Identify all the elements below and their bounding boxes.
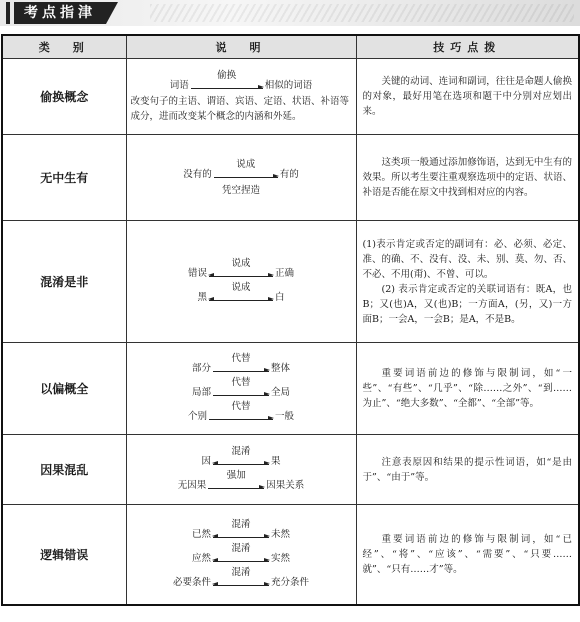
summary-table [1,34,580,606]
arrow-left-term: 没有的 [183,168,212,180]
arrow-right-term: 果 [271,456,281,467]
column-header-category: 类 别 [2,35,126,59]
arrow-left-term: 部分 [191,363,211,374]
arrow-relation [131,282,352,305]
arrow-label: 代替 [231,377,251,388]
arrow-right-term: 正确 [275,268,295,279]
right-arrow-icon [208,482,264,489]
column-header-tips: 技巧点拨 [356,35,579,59]
tip-cell [356,59,579,135]
arrow-label: 说成 [236,158,256,170]
arrow-relation [131,519,352,542]
arrow-left-term: 已然 [191,528,211,540]
column-header-explanation: 说 明 [126,35,356,59]
arrow-label: 混淆 [231,566,251,578]
arrow-left-term: 错误 [187,268,207,279]
arrow-left-term: 必要条件 [172,576,211,588]
right-arrow-icon [191,82,263,89]
category-cell: 偷换概念 [2,59,126,135]
tip-paragraph: 这类项一般通过添加修饰语，达到无中生有的效果。所以考生要注重观察选项中的定语、状语、补语是否能在原文中找到相对应的内容。 [362,157,572,198]
explanation-cell [126,135,356,221]
double-arrow-icon [213,555,269,562]
explanation-cell [126,221,356,343]
table-row [2,135,579,221]
category-cell: 因果混乱 [2,435,126,505]
tip-cell [356,343,579,435]
table-row [2,435,579,505]
arrow-relation [131,353,352,376]
table-row [2,505,579,605]
explanation-cell [126,59,356,135]
category-cell: 以偏概全 [2,343,126,435]
section-title: 考点指津 [14,2,106,24]
table-row [2,59,579,135]
arrow-left-term: 应然 [191,552,211,564]
arrow-label: 强加 [226,470,246,481]
tip-cell [356,135,579,221]
tip-paragraph: 关键的动词、连词和副词，往往是命题人偷换的对象，最好用笔在选项和题干中分别对应划出来。 [362,76,572,117]
arrow-right-term: 一般 [275,411,295,422]
arrow-right-term: 实然 [271,552,291,564]
arrow-right-term: 白 [275,292,285,303]
table-row [2,343,579,435]
arrow-right-term: 因果关系 [266,480,305,491]
explanation-text: 改变句子的主语、谓语、宾语、定语、状语、补语等成分，进而改变某个概念的内涵和外延。 [130,96,350,122]
arrow-relation [131,258,352,281]
tip-cell [356,435,579,505]
table-row [2,221,579,343]
double-arrow-icon [213,579,269,586]
arrow-relation [131,401,352,424]
tip-paragraph: 注意表原因和结果的提示性词语，如“是由于”、“由于”等。 [362,456,572,483]
arrow-left-term: 黑 [197,292,207,303]
arrow-right-term: 未然 [271,528,291,540]
right-arrow-icon [213,365,269,372]
arrow-label: 偷换 [217,70,237,81]
arrow-relation [131,377,352,400]
arrow-left-term: 因 [201,456,211,467]
arrow-left-term: 词语 [169,80,189,91]
arrow-relation [131,470,352,493]
section-header [0,0,580,26]
tip-cell [356,221,579,343]
tip-cell [356,505,579,605]
explanation-text: 凭空捏造 [221,184,260,196]
arrow-label: 代替 [231,401,251,412]
arrow-left-term: 个别 [187,411,207,422]
arrow-right-term: 充分条件 [271,576,310,588]
tip-paragraph: (2) 表示肯定或否定的关联词语有：既A，也B；又(也)A，又(也)B；一方面A，(另，又)一方面B；一会A，一会B；是A，不是B。 [362,283,572,325]
arrow-label: 说成 [231,282,251,293]
right-arrow-icon [214,171,278,178]
category-cell: 无中生有 [2,135,126,221]
table-header-row [2,35,579,59]
explanation-cell [126,435,356,505]
right-arrow-icon [213,389,269,396]
arrow-right-term: 有的 [279,168,299,180]
arrow-left-term: 无因果 [177,480,207,491]
category-cell: 逻辑错误 [2,505,126,605]
arrow-relation [131,567,352,590]
arrow-right-term: 全局 [271,387,291,398]
arrow-relation [131,159,352,182]
double-arrow-icon [209,270,273,277]
explanation-cell [126,343,356,435]
arrow-label: 混淆 [231,542,251,554]
arrow-relation [131,70,352,93]
arrow-right-term: 相似的词语 [264,80,313,91]
arrow-relation [131,543,352,566]
arrow-relation [131,446,352,469]
arrow-label: 代替 [231,353,251,364]
explanation-cell [126,505,356,605]
tip-paragraph: (1)表示肯定或否定的副词有：必、必须、必定、准、的确、不、没有、没、未、别、莫、勿、否、不必、不用(甭)、不曾、可以。 [362,238,572,280]
tip-paragraph: 重要词语前边的修饰与限制词，如“一些”、“有些”、“几乎”、“除……之外”、“到……为止”、“绝大多数”、“全都”、“全部”等。 [362,368,572,409]
tip-paragraph: 重要词语前边的修饰与限制词，如“已经”、“将”、“应该”、“需要”、“只要……就”、“只有……才”等。 [362,533,572,575]
arrow-label: 说成 [231,258,251,269]
arrow-right-term: 整体 [271,363,291,374]
arrow-left-term: 局部 [191,387,211,398]
double-arrow-icon [209,294,273,301]
double-arrow-icon [213,458,269,465]
category-cell: 混淆是非 [2,221,126,343]
double-arrow-icon [213,531,269,538]
header-decoration [150,4,574,22]
right-arrow-icon [209,413,273,420]
arrow-label: 混淆 [231,518,251,530]
arrow-label: 混淆 [231,446,251,457]
